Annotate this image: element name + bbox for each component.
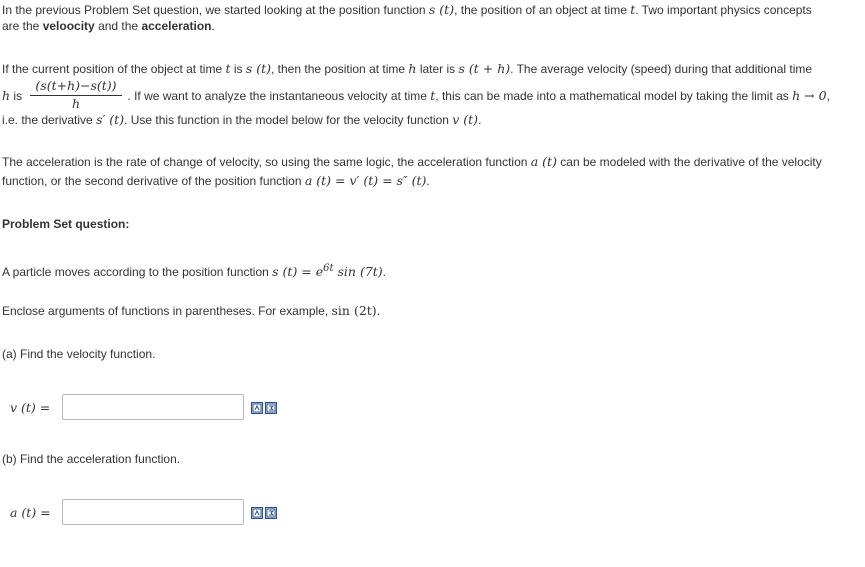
text: , [826, 89, 830, 103]
math-acceleration-identity: a (t) = v′ (t) = s″ (t) [304, 173, 427, 188]
equation-editor-icon[interactable] [251, 402, 263, 414]
math-h: h [408, 61, 417, 76]
fraction-denominator: h [71, 96, 81, 111]
text: Enclose arguments of functions in parentheses. For example, [2, 304, 332, 318]
acceleration-answer-input[interactable] [62, 499, 244, 525]
text: . If we want to analyze the instantaneous velocity at time [127, 89, 431, 103]
intro-text: and the [94, 19, 142, 33]
math-s-of-t-plus-h: s (t + h) [458, 61, 511, 76]
text: is [10, 89, 26, 103]
text: function, or the second derivative of the position function [2, 174, 305, 188]
velocity-line-1 [2, 60, 812, 78]
math-s-of-t: s (t) [428, 2, 455, 17]
text: i.e. the derivative [2, 113, 97, 127]
text: . Use this function in the model below for the velocity function [124, 113, 453, 127]
math-exponent: 6t [323, 263, 334, 274]
text: . [382, 265, 387, 279]
part-a-label: (a) Find the velocity function. [2, 347, 156, 361]
intro-line-2 [2, 17, 215, 35]
text: A particle moves according to the position function [2, 265, 273, 279]
text: . The average velocity (speed) during that additional time [510, 62, 813, 76]
accel-line-2 [2, 172, 430, 190]
intro-text: In the previous Problem Set question, we started looking at the position function [2, 3, 429, 17]
text: , this can be made into a mathematical model by taking the limit as [435, 89, 793, 103]
math-sine-term: sin (7t) [333, 264, 383, 279]
text: can be modeled with the derivative of the velocity [556, 155, 822, 169]
fraction-numerator: (s(t+h)−s(t)) [35, 78, 117, 93]
text: If the current position of the object at time [2, 62, 226, 76]
problem-heading: Problem Set question: [2, 217, 130, 231]
math-a-of-t: a (t) [530, 154, 557, 169]
math-limit: h → 0 [792, 88, 827, 103]
intro-text: , the position of an object at time [454, 3, 631, 17]
math-s-prime: s′ (t) [96, 112, 125, 127]
velocity-answer-input[interactable] [62, 394, 244, 420]
acceleration-term: acceleration [141, 19, 212, 33]
problem-statement [2, 260, 386, 281]
math-example: sin (2t) [331, 303, 377, 318]
velocity-line-3 [2, 111, 481, 129]
math-preview-icon[interactable] [265, 507, 277, 519]
velocity-term: veloocity [42, 19, 95, 33]
text: is [230, 62, 246, 76]
acceleration-lhs: a (t) = [10, 505, 51, 520]
text: The acceleration is the rate of change of velocity, so using the same logic, the acceleration function [2, 155, 531, 169]
text: , then the position at time [271, 62, 409, 76]
math-t: t [630, 2, 636, 17]
enclose-instructions [2, 302, 380, 320]
part-b-label: (b) Find the acceleration function. [2, 452, 181, 466]
intro-text: are the [2, 19, 43, 33]
equation-editor-icon[interactable] [251, 507, 263, 519]
average-velocity-fraction [30, 78, 122, 111]
math-position-function: s (t) = e [272, 264, 324, 279]
math-t: t [225, 61, 231, 76]
intro-text: . Two important physics concepts [635, 3, 812, 17]
velocity-line-2 [2, 87, 830, 105]
text: . [478, 113, 482, 127]
intro-text: . [211, 19, 215, 33]
text: later is [416, 62, 459, 76]
accel-line-1 [2, 153, 822, 171]
velocity-lhs: v (t) = [10, 400, 51, 415]
math-v-of-t: v (t) [452, 112, 479, 127]
math-preview-icon[interactable] [265, 402, 277, 414]
text: . [426, 174, 430, 188]
text: . [376, 304, 381, 318]
math-h: h [2, 88, 11, 103]
math-t: t [430, 88, 436, 103]
math-s-of-t: s (t) [245, 61, 271, 76]
